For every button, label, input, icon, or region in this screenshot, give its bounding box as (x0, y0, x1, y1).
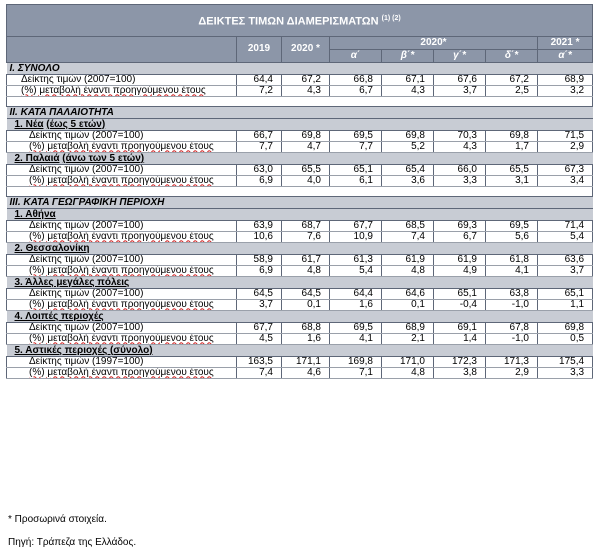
value-cell: 171,1 (282, 356, 330, 367)
value-cell: 69,8 (486, 130, 538, 141)
value-cell: 171,3 (486, 356, 538, 367)
value-cell: 68,9 (538, 74, 593, 85)
row-label: (%) μεταβολή έναντι προηγούμενου έτους (7, 175, 237, 186)
header-q4: δ΄* (486, 49, 538, 62)
value-cell: 0,5 (538, 333, 593, 344)
subsection-title: 2. Θεσσαλονίκη (7, 242, 593, 254)
value-cell: 3,3 (538, 367, 593, 378)
subsection-old (7, 152, 593, 164)
value-cell: 69,8 (382, 130, 434, 141)
value-cell: 169,8 (330, 356, 382, 367)
table-row (7, 130, 593, 141)
value-cell: 4,1 (486, 265, 538, 276)
value-cell: 171,0 (382, 356, 434, 367)
table-title: ΔΕΙΚΤΕΣ ΤΙΜΩΝ ΔΙΑΜΕΡΙΣΜΑΤΩΝ $^{(1) (2)}$ (7, 5, 593, 37)
value-cell: 66,7 (237, 130, 282, 141)
table-row (7, 220, 593, 231)
value-cell: 67,3 (538, 164, 593, 175)
value-cell: 68,8 (282, 322, 330, 333)
table-row (7, 356, 593, 367)
value-cell: 7,4 (382, 231, 434, 242)
row-label: Δείκτης τιμών (2007=100) (7, 288, 237, 299)
value-cell: 4,9 (434, 265, 486, 276)
value-cell: 65,1 (330, 164, 382, 175)
value-cell: 4,6 (282, 367, 330, 378)
value-cell: 172,3 (434, 356, 486, 367)
value-cell: 64,5 (237, 288, 282, 299)
spacer-row (7, 96, 593, 106)
value-cell: 5,4 (538, 231, 593, 242)
row-label: (%) μεταβολή έναντι προηγούμενου έτους (7, 231, 237, 242)
value-cell: 69,1 (434, 322, 486, 333)
header-empty-cell (7, 36, 237, 62)
value-cell: 61,9 (434, 254, 486, 265)
table-row (7, 141, 593, 152)
value-cell: 69,5 (486, 220, 538, 231)
header-row (7, 36, 593, 49)
table-row (7, 175, 593, 186)
value-cell: 4,3 (434, 141, 486, 152)
value-cell: 3,7 (538, 265, 593, 276)
value-cell: 4,1 (330, 333, 382, 344)
subsection-other-cities (7, 276, 593, 288)
value-cell: 10,9 (330, 231, 382, 242)
table-title-row (7, 5, 593, 37)
value-cell: 7,4 (237, 367, 282, 378)
subsection-title: 2. Παλαιά (άνω των 5 ετών) (7, 152, 593, 164)
subsection-title: 1. Αθήνα (7, 208, 593, 220)
subsection-title: 3. Άλλες μεγάλες πόλεις (7, 276, 593, 288)
value-cell: 3,3 (434, 175, 486, 186)
value-cell: 69,8 (538, 322, 593, 333)
value-cell: 64,6 (382, 288, 434, 299)
row-label: Δείκτης τιμών (2007=100) (7, 254, 237, 265)
value-cell: 5,2 (382, 141, 434, 152)
value-cell: 1,6 (330, 299, 382, 310)
value-cell: 3,2 (538, 85, 593, 96)
value-cell: 4,7 (282, 141, 330, 152)
value-cell: 4,0 (282, 175, 330, 186)
value-cell: 1,4 (434, 333, 486, 344)
value-cell: 69,5 (330, 130, 382, 141)
value-cell: 7,6 (282, 231, 330, 242)
row-label: (%) μεταβολή έναντι προηγούμενου έτους (7, 141, 237, 152)
header-q1-2021: α΄* (538, 49, 593, 62)
section-age (7, 106, 593, 118)
value-cell: 3,7 (434, 85, 486, 96)
value-cell: 5,6 (486, 231, 538, 242)
value-cell: 6,9 (237, 265, 282, 276)
value-cell: 63,9 (237, 220, 282, 231)
row-label: Δείκτης τιμών (2007=100) (7, 130, 237, 141)
header-2020-quarters: 2020* (330, 36, 538, 49)
value-cell: 10,6 (237, 231, 282, 242)
value-cell: 67,7 (237, 322, 282, 333)
table-row (7, 231, 593, 242)
value-cell: 4,3 (382, 85, 434, 96)
section-title: III. ΚΑΤΑ ΓΕΩΓΡΑΦΙΚΗ ΠΕΡΙΟΧΗ (7, 196, 593, 208)
value-cell: 61,9 (382, 254, 434, 265)
header-q2: β΄* (382, 49, 434, 62)
value-cell: 0,1 (282, 299, 330, 310)
value-cell: 3,8 (434, 367, 486, 378)
value-cell: 63,8 (486, 288, 538, 299)
value-cell: -0,4 (434, 299, 486, 310)
value-cell: 6,7 (434, 231, 486, 242)
table-row (7, 299, 593, 310)
value-cell: 2,5 (486, 85, 538, 96)
section-geo (7, 196, 593, 208)
table-row (7, 333, 593, 344)
row-label: (%) μεταβολή έναντι προηγούμενου έτους (7, 367, 237, 378)
value-cell: 7,7 (330, 141, 382, 152)
value-cell: 68,5 (382, 220, 434, 231)
value-cell: 65,1 (538, 288, 593, 299)
value-cell: 1,1 (538, 299, 593, 310)
value-cell: 3,1 (486, 175, 538, 186)
header-q1: α΄ (330, 49, 382, 62)
value-cell: 4,3 (282, 85, 330, 96)
value-cell: 67,8 (486, 322, 538, 333)
section-title: II. ΚΑΤΑ ΠΑΛΑΙΟΤΗΤΑ (7, 106, 593, 118)
value-cell: 67,7 (330, 220, 382, 231)
row-label: (%) μεταβολή έναντι προηγούμενου έτους (7, 85, 237, 96)
header-q3: γ΄* (434, 49, 486, 62)
table-row (7, 74, 593, 85)
value-cell: 69,3 (434, 220, 486, 231)
value-cell: 7,7 (237, 141, 282, 152)
value-cell: 69,8 (282, 130, 330, 141)
value-cell: 4,5 (237, 333, 282, 344)
value-cell: 68,9 (382, 322, 434, 333)
value-cell: 70,3 (434, 130, 486, 141)
row-label: (%) μεταβολή έναντι προηγούμενου έτους (7, 299, 237, 310)
value-cell: 1,6 (282, 333, 330, 344)
value-cell: 66,8 (330, 74, 382, 85)
value-cell: 3,4 (538, 175, 593, 186)
value-cell: 0,1 (382, 299, 434, 310)
value-cell: 5,4 (330, 265, 382, 276)
header-2020: 2020 * (282, 36, 330, 62)
value-cell: 64,4 (237, 74, 282, 85)
value-cell: 7,1 (330, 367, 382, 378)
value-cell: 68,7 (282, 220, 330, 231)
row-label: Δείκτης τιμών (2007=100) (7, 322, 237, 333)
value-cell: 6,1 (330, 175, 382, 186)
spacer-row (7, 186, 593, 196)
subsection-athens (7, 208, 593, 220)
value-cell: -1,0 (486, 333, 538, 344)
table-row (7, 367, 593, 378)
row-label: Δείκτης τιμών (2007=100) (7, 220, 237, 231)
section-total (7, 62, 593, 74)
value-cell: 61,8 (486, 254, 538, 265)
value-cell: 69,5 (330, 322, 382, 333)
value-cell: -1,0 (486, 299, 538, 310)
value-cell: 65,4 (382, 164, 434, 175)
value-cell: 65,1 (434, 288, 486, 299)
value-cell: 64,5 (282, 288, 330, 299)
subsection-other-areas (7, 310, 593, 322)
value-cell: 2,1 (382, 333, 434, 344)
value-cell: 58,9 (237, 254, 282, 265)
value-cell: 67,1 (382, 74, 434, 85)
row-label: Δείκτης τιμών (1997=100) (7, 356, 237, 367)
table-row (7, 265, 593, 276)
value-cell: 67,6 (434, 74, 486, 85)
price-index-table-page (6, 4, 592, 379)
subsection-title: 4. Λοιπές περιοχές (7, 310, 593, 322)
value-cell: 6,9 (237, 175, 282, 186)
subsection-new (7, 118, 593, 130)
value-cell: 4,8 (282, 265, 330, 276)
value-cell: 3,6 (382, 175, 434, 186)
value-cell: 61,7 (282, 254, 330, 265)
row-label: (%) μεταβολή έναντι προηγούμενου έτους (7, 333, 237, 344)
value-cell: 64,4 (330, 288, 382, 299)
value-cell: 71,4 (538, 220, 593, 231)
value-cell: 4,8 (382, 265, 434, 276)
value-cell: 7,2 (237, 85, 282, 96)
value-cell: 175,4 (538, 356, 593, 367)
value-cell: 61,3 (330, 254, 382, 265)
table-row (7, 322, 593, 333)
footnote: * Προσωρινά στοιχεία. (8, 514, 107, 525)
table-row (7, 254, 593, 265)
value-cell: 67,2 (486, 74, 538, 85)
value-cell: 1,7 (486, 141, 538, 152)
value-cell: 2,9 (538, 141, 593, 152)
table-row (7, 164, 593, 175)
row-label: Δείκτης τιμών (2007=100) (7, 164, 237, 175)
value-cell: 66,0 (434, 164, 486, 175)
table-row (7, 288, 593, 299)
row-label: (%) μεταβολή έναντι προηγούμενου έτους (7, 265, 237, 276)
value-cell: 4,8 (382, 367, 434, 378)
subsection-title: 1. Νέα (έως 5 ετών) (7, 118, 593, 130)
subsection-title: 5. Αστικές περιοχές (σύνολο) (7, 344, 593, 356)
value-cell: 63,6 (538, 254, 593, 265)
value-cell: 63,0 (237, 164, 282, 175)
price-index-table (6, 4, 593, 379)
value-cell: 2,9 (486, 367, 538, 378)
value-cell: 6,7 (330, 85, 382, 96)
value-cell: 65,5 (486, 164, 538, 175)
header-2019: 2019 (237, 36, 282, 62)
row-label: Δείκτης τιμών (2007=100) (7, 74, 237, 85)
value-cell: 163,5 (237, 356, 282, 367)
source-note: Πηγή: Τράπεζα της Ελλάδος. (8, 537, 137, 548)
header-2021: 2021 * (538, 36, 593, 49)
value-cell: 67,2 (282, 74, 330, 85)
section-title: I. ΣΥΝΟΛΟ (7, 62, 593, 74)
value-cell: 71,5 (538, 130, 593, 141)
subsection-thessaloniki (7, 242, 593, 254)
table-row (7, 85, 593, 96)
value-cell: 65,5 (282, 164, 330, 175)
value-cell: 3,7 (237, 299, 282, 310)
subsection-urban (7, 344, 593, 356)
